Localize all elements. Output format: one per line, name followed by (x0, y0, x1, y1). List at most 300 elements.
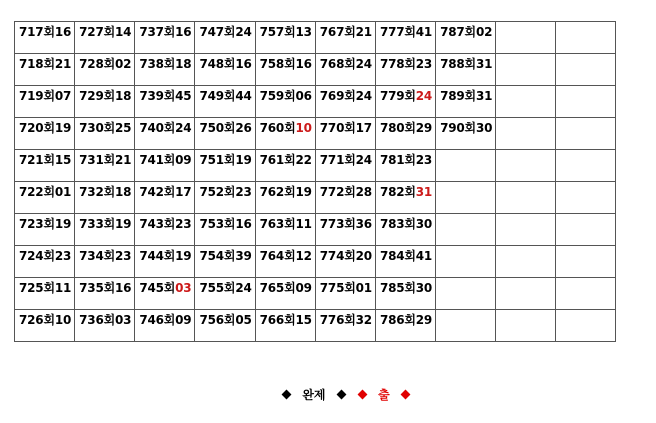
round-label: 731회 (79, 153, 115, 167)
round-label: 780회 (379, 121, 416, 135)
table-cell (315, 246, 375, 278)
table-cell (255, 118, 315, 150)
round-value: 02 (115, 57, 132, 71)
draw-entry (79, 182, 134, 216)
table-cell (15, 118, 75, 150)
draw-entry (320, 150, 375, 184)
table-cell (75, 54, 135, 86)
draw-entry (79, 54, 134, 88)
round-value: 21 (115, 153, 132, 167)
diamond-red-icon (357, 390, 367, 400)
round-value-highlighted: 03 (175, 281, 192, 295)
round-label: 774회 (319, 249, 356, 263)
draw-entry (320, 278, 375, 312)
draw-entry (199, 310, 254, 344)
round-label: 782회 (379, 185, 416, 199)
round-value: 23 (115, 249, 132, 263)
draw-entry (440, 22, 495, 56)
table-cell (75, 278, 135, 310)
diamond-black-icon (336, 390, 346, 400)
draw-entry (260, 310, 315, 344)
round-value: 15 (295, 313, 312, 327)
draw-entry (19, 150, 74, 184)
round-label: 776회 (319, 313, 356, 327)
round-value: 16 (235, 217, 252, 231)
round-label: 737회 (139, 25, 176, 39)
round-value: 16 (115, 281, 132, 295)
draw-entry (380, 22, 435, 56)
round-value: 29 (415, 313, 433, 327)
draw-entry (79, 86, 134, 120)
round-label: 719회 (19, 89, 55, 103)
round-value: 28 (355, 185, 372, 199)
table-row (15, 22, 616, 54)
draw-entry (139, 118, 194, 152)
round-label: 764회 (259, 249, 296, 263)
round-label: 783회 (379, 217, 416, 231)
round-value: 19 (235, 153, 252, 167)
table-cell (496, 54, 556, 86)
round-label: 762회 (259, 185, 296, 199)
round-label: 786회 (379, 313, 416, 327)
round-value: 16 (235, 57, 252, 71)
round-value: 14 (115, 25, 132, 39)
table-cell (436, 214, 496, 246)
round-label: 723회 (19, 217, 55, 231)
round-value: 21 (54, 57, 72, 71)
round-value: 15 (54, 153, 72, 167)
round-value: 23 (415, 153, 433, 167)
round-value-highlighted: 10 (295, 121, 312, 135)
diamond-red-icon (400, 390, 410, 400)
round-value: 06 (295, 89, 312, 103)
draw-entry (199, 246, 254, 280)
round-value: 23 (54, 249, 72, 263)
table-cell (195, 22, 255, 54)
round-label: 750회 (199, 121, 236, 135)
round-value: 10 (54, 313, 72, 327)
round-label: 735회 (79, 281, 115, 295)
table-cell (375, 118, 435, 150)
round-label: 768회 (319, 57, 356, 71)
draw-entry (380, 278, 435, 312)
table-cell (75, 310, 135, 342)
diamond-black-icon (282, 390, 292, 400)
round-label: 724회 (19, 249, 55, 263)
table-cell (195, 310, 255, 342)
draw-entry (440, 54, 495, 88)
table-cell (75, 246, 135, 278)
table-cell (496, 214, 556, 246)
round-value: 16 (175, 25, 192, 39)
table-row (15, 310, 616, 342)
round-value: 11 (54, 281, 72, 295)
draw-entry (19, 86, 74, 120)
draw-entry (79, 22, 134, 56)
round-label: 751회 (199, 153, 236, 167)
table-cell (436, 246, 496, 278)
draw-entry (199, 150, 254, 184)
round-value: 41 (415, 25, 433, 39)
table-cell (135, 150, 195, 182)
round-label: 758회 (259, 57, 296, 71)
table-cell (315, 214, 375, 246)
draw-entry (79, 246, 134, 280)
draw-entry (139, 214, 194, 248)
round-label: 725회 (19, 281, 55, 295)
table-cell (135, 54, 195, 86)
round-label: 730회 (79, 121, 115, 135)
round-label: 721회 (19, 153, 55, 167)
table-cell (375, 278, 435, 310)
round-value: 32 (355, 313, 372, 327)
legend-label-out: 출 (378, 388, 390, 402)
draw-entry (320, 214, 375, 248)
table-cell (255, 246, 315, 278)
round-value: 09 (175, 313, 192, 327)
table-cell (496, 118, 556, 150)
round-label: 739회 (139, 89, 176, 103)
round-label: 766회 (259, 313, 296, 327)
round-value: 23 (235, 185, 252, 199)
round-label: 752회 (199, 185, 236, 199)
round-value: 36 (355, 217, 372, 231)
table-cell (375, 150, 435, 182)
round-value: 24 (235, 25, 252, 39)
table-cell (556, 22, 616, 54)
round-label: 736회 (79, 313, 115, 327)
draw-entry (380, 150, 435, 184)
round-value: 21 (355, 25, 372, 39)
table-cell (315, 278, 375, 310)
table-cell (496, 150, 556, 182)
round-label: 787회 (440, 25, 476, 39)
draw-entry (260, 54, 315, 88)
table-cell (135, 118, 195, 150)
table-cell (15, 22, 75, 54)
table-cell (315, 22, 375, 54)
round-value: 01 (355, 281, 372, 295)
round-value: 26 (235, 121, 252, 135)
table-cell (195, 182, 255, 214)
draw-entry (320, 22, 375, 56)
table-cell (556, 86, 616, 118)
draw-entry (320, 54, 375, 88)
table-cell (195, 214, 255, 246)
round-label: 738회 (139, 57, 176, 71)
table-cell (496, 310, 556, 342)
round-label: 729회 (79, 89, 115, 103)
table-row (15, 86, 616, 118)
draw-entry (139, 310, 194, 344)
round-label: 777회 (379, 25, 416, 39)
round-value: 31 (475, 57, 493, 71)
table-cell (556, 310, 616, 342)
round-label: 790회 (440, 121, 476, 135)
table-cell (556, 278, 616, 310)
round-label: 775회 (319, 281, 356, 295)
round-value: 45 (175, 89, 192, 103)
draw-entry (260, 278, 315, 312)
round-label: 748회 (199, 57, 236, 71)
round-label: 784회 (379, 249, 416, 263)
round-value: 16 (54, 25, 72, 39)
round-value: 12 (295, 249, 312, 263)
round-value: 30 (475, 121, 493, 135)
round-label: 760회 (259, 121, 296, 135)
round-label: 722회 (19, 185, 55, 199)
table-cell (436, 54, 496, 86)
table-cell (255, 278, 315, 310)
table-cell (195, 54, 255, 86)
table-cell (556, 246, 616, 278)
round-label: 761회 (259, 153, 296, 167)
round-label: 717회 (19, 25, 55, 39)
round-value: 17 (355, 121, 372, 135)
table-cell (15, 86, 75, 118)
round-label: 732회 (79, 185, 115, 199)
round-label: 772회 (319, 185, 356, 199)
table-cell (315, 150, 375, 182)
draw-entry (320, 182, 375, 216)
round-label: 743회 (139, 217, 176, 231)
draw-entry (260, 246, 315, 280)
table-cell (135, 214, 195, 246)
draw-entry (380, 118, 435, 152)
round-value: 19 (295, 185, 312, 199)
round-value: 31 (475, 89, 493, 103)
round-value: 39 (235, 249, 252, 263)
round-label: 747회 (199, 25, 236, 39)
round-label: 742회 (139, 185, 176, 199)
round-value: 23 (415, 57, 433, 71)
table-cell (15, 150, 75, 182)
draw-entry (199, 214, 254, 248)
table-cell (375, 214, 435, 246)
round-label: 763회 (259, 217, 296, 231)
draw-entry (199, 54, 254, 88)
table-cell (135, 182, 195, 214)
round-value: 20 (355, 249, 372, 263)
round-value: 19 (115, 217, 132, 231)
round-value: 09 (175, 153, 192, 167)
table-cell (255, 150, 315, 182)
table-cell (135, 86, 195, 118)
table-cell (15, 246, 75, 278)
table-cell (135, 246, 195, 278)
round-label: 778회 (379, 57, 416, 71)
table-cell (255, 86, 315, 118)
table-cell (496, 22, 556, 54)
legend (0, 386, 656, 403)
round-value-highlighted: 24 (415, 89, 433, 103)
round-label: 789회 (440, 89, 476, 103)
table-cell (556, 118, 616, 150)
draw-entry (139, 246, 194, 280)
round-label: 740회 (139, 121, 176, 135)
round-label: 770회 (319, 121, 356, 135)
draw-entry (380, 182, 435, 216)
table-row (15, 182, 616, 214)
draw-entry (199, 86, 254, 120)
round-label: 727회 (79, 25, 115, 39)
round-value: 24 (355, 153, 372, 167)
table-cell (556, 182, 616, 214)
round-value: 19 (175, 249, 192, 263)
table-cell (195, 118, 255, 150)
round-value: 24 (355, 57, 372, 71)
table-cell (255, 22, 315, 54)
draw-entry (320, 246, 375, 280)
draw-entry (19, 310, 74, 344)
table-cell (135, 310, 195, 342)
draw-entry (79, 118, 134, 152)
draw-entry (260, 214, 315, 248)
round-label: 746회 (139, 313, 176, 327)
round-label: 726회 (19, 313, 55, 327)
draw-entry (199, 22, 254, 56)
table-cell (75, 22, 135, 54)
round-value: 16 (295, 57, 312, 71)
round-value: 22 (295, 153, 312, 167)
round-label: 744회 (139, 249, 176, 263)
round-value: 29 (415, 121, 433, 135)
table-cell (75, 214, 135, 246)
results-table-body (15, 22, 616, 342)
table-cell (15, 214, 75, 246)
draw-entry (199, 278, 254, 312)
round-label: 745회 (139, 281, 176, 295)
table-cell (436, 86, 496, 118)
round-value: 18 (115, 89, 132, 103)
table-cell (315, 310, 375, 342)
round-value: 19 (54, 217, 72, 231)
legend-label-complete: 완제 (302, 388, 326, 402)
draw-entry (79, 150, 134, 184)
table-cell (15, 278, 75, 310)
table-cell (195, 278, 255, 310)
table-cell (375, 182, 435, 214)
draw-entry (260, 150, 315, 184)
draw-entry (260, 86, 315, 120)
round-label: 788회 (440, 57, 476, 71)
round-value: 41 (415, 249, 433, 263)
table-cell (436, 278, 496, 310)
table-row (15, 118, 616, 150)
draw-entry (19, 54, 74, 88)
table-cell (315, 86, 375, 118)
table-cell (255, 182, 315, 214)
draw-entry (320, 86, 375, 120)
round-value: 18 (175, 57, 192, 71)
draw-entry (260, 118, 315, 152)
draw-entry (79, 310, 134, 344)
round-label: 785회 (379, 281, 416, 295)
draw-entry (19, 182, 74, 216)
draw-entry (260, 22, 315, 56)
table-cell (75, 86, 135, 118)
table-cell (255, 310, 315, 342)
round-label: 720회 (19, 121, 55, 135)
draw-entry (19, 246, 74, 280)
draw-entry (139, 54, 194, 88)
draw-entry (380, 54, 435, 88)
table-cell (75, 150, 135, 182)
round-label: 759회 (259, 89, 296, 103)
round-value: 07 (54, 89, 72, 103)
round-value: 24 (235, 281, 252, 295)
table-row (15, 246, 616, 278)
table-cell (375, 310, 435, 342)
round-label: 756회 (199, 313, 236, 327)
draw-entry (19, 118, 74, 152)
round-value: 24 (355, 89, 372, 103)
draw-entry (199, 182, 254, 216)
draw-entry (199, 118, 254, 152)
draw-entry (380, 310, 435, 344)
draw-entry (79, 278, 134, 312)
round-value: 17 (175, 185, 192, 199)
round-value: 30 (415, 281, 433, 295)
table-cell (496, 86, 556, 118)
table-cell (135, 22, 195, 54)
draw-entry (19, 22, 74, 56)
round-value: 02 (475, 25, 493, 39)
draw-entry (19, 214, 74, 248)
table-cell (556, 54, 616, 86)
draw-entry (380, 246, 435, 280)
draw-entry (440, 86, 495, 120)
table-cell (496, 182, 556, 214)
round-value: 05 (235, 313, 252, 327)
table-row (15, 214, 616, 246)
round-label: 765회 (259, 281, 296, 295)
draw-entry (139, 150, 194, 184)
draw-entry (380, 86, 435, 120)
round-label: 769회 (319, 89, 356, 103)
round-label: 734회 (79, 249, 115, 263)
round-label: 755회 (199, 281, 236, 295)
round-label: 718회 (19, 57, 55, 71)
table-cell (375, 86, 435, 118)
round-value: 13 (295, 25, 312, 39)
round-value: 44 (235, 89, 252, 103)
table-row (15, 278, 616, 310)
round-value: 30 (415, 217, 433, 231)
table-cell (255, 214, 315, 246)
table-cell (195, 246, 255, 278)
table-cell (436, 118, 496, 150)
table-cell (15, 182, 75, 214)
draw-entry (139, 22, 194, 56)
table-cell (556, 150, 616, 182)
table-cell (436, 150, 496, 182)
round-value-highlighted: 31 (415, 185, 433, 199)
round-value: 23 (175, 217, 192, 231)
table-cell (315, 118, 375, 150)
table-row (15, 54, 616, 86)
draw-entry (260, 182, 315, 216)
round-label: 781회 (379, 153, 416, 167)
table-cell (15, 54, 75, 86)
table-cell (15, 310, 75, 342)
round-label: 749회 (199, 89, 236, 103)
round-value: 24 (175, 121, 192, 135)
table-cell (315, 182, 375, 214)
round-value: 11 (295, 217, 312, 231)
table-cell (556, 214, 616, 246)
table-cell (315, 54, 375, 86)
